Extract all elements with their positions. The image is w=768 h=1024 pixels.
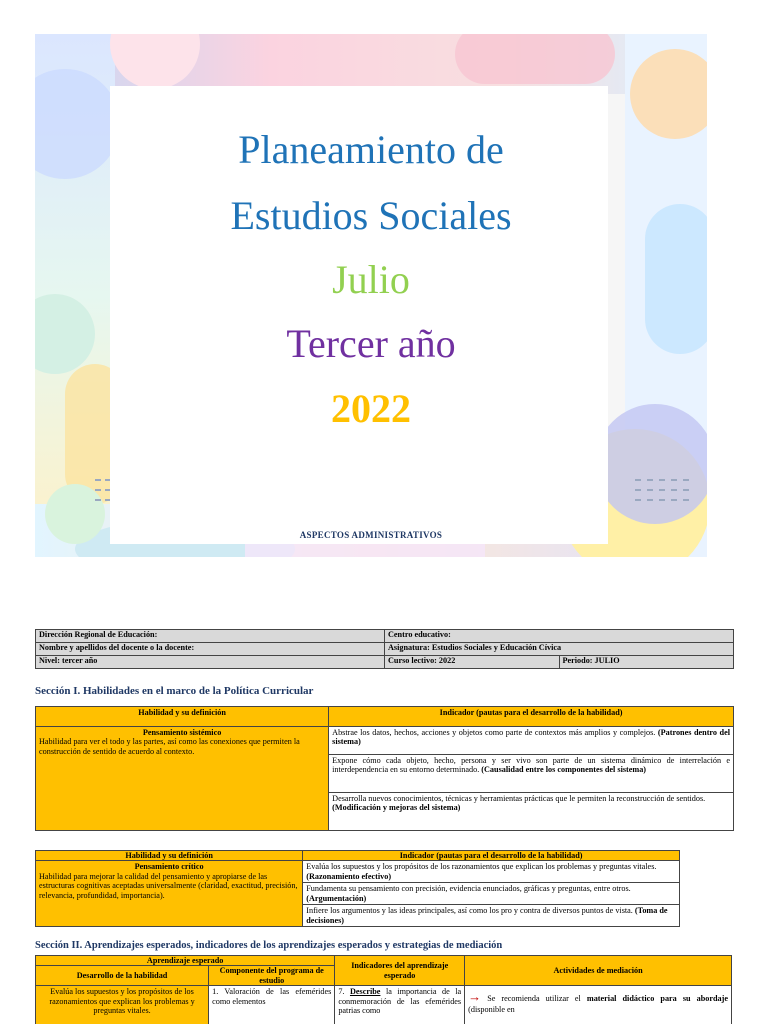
skills2-name: Pensamiento crítico xyxy=(134,862,204,872)
skills2-ind1-text: Evalúa los supuestos y los propósitos de los razonamientos que explican los problemas y preguntas vitales. xyxy=(306,862,657,872)
learning-componente-cell: 1. Valoración de las efemérides como elementos xyxy=(209,986,335,1024)
skills1-ind3-text: Desarrolla nuevos conocimientos, técnicas y herramientas prácticas que le permiten la reconstrucción de sentidos. xyxy=(332,794,706,803)
skills2-definition xyxy=(36,861,303,927)
learning-indicator-text: la importancia de la conmemoración de las efemérides patrias como xyxy=(338,987,462,1016)
skills1-indicator-2 xyxy=(329,755,734,793)
learning-activity-cell xyxy=(465,986,732,1024)
learning-activity-material: material didáctico para su abordaje xyxy=(586,994,729,1004)
learning-indicator-verb: Describe xyxy=(349,987,381,997)
learning-activity-post: (disponible en xyxy=(468,1005,515,1015)
learning-desarrollo-header: Desarrollo de la habilidad xyxy=(36,966,209,986)
admin-centro: Centro educativo: xyxy=(385,630,734,643)
learning-indicator-cell xyxy=(335,986,465,1024)
skills1-col2-header: Indicador (pautas para el desarrollo de la habilidad) xyxy=(329,707,734,727)
admin-asignatura: Asignatura: Estudios Sociales y Educación Cívica xyxy=(385,643,734,656)
section2-title: Sección II. Aprendizajes esperados, indicadores de los aprendizajes esperados y estrategias de mediación xyxy=(35,940,503,951)
cover-title-line1: Planeamiento de xyxy=(238,127,504,172)
learning-activities-header: Actividades de mediación xyxy=(465,956,732,986)
admin-periodo: Periodo: JULIO xyxy=(559,656,734,669)
cover-month: Julio xyxy=(332,257,410,302)
learning-indicators-header: Indicadores del aprendizaje esperado xyxy=(335,956,465,986)
skills1-ind1-text: Abstrae los datos, hechos, acciones y objetos como parte de contextos más amplios y complejos. xyxy=(332,728,656,737)
learning-table xyxy=(35,955,732,1024)
skills2-col1-header: Habilidad y su definición xyxy=(36,851,303,861)
admin-nivel: Nivel: tercer año xyxy=(36,656,385,669)
skills2-ind2-tag: (Argumentación) xyxy=(306,893,367,903)
cover-grade: Tercer año xyxy=(286,321,456,366)
skills2-indicator-2 xyxy=(303,883,680,905)
skills1-ind2-text: Expone cómo cada objeto, hecho, persona y ser vivo son parte de un sistema dinámico de interrelación e interdependencia en su entorno determinado. xyxy=(332,756,730,775)
cover-title-line2: Estudios Sociales xyxy=(230,193,512,238)
admin-direccion: Dirección Regional de Educación: xyxy=(36,630,385,643)
skills1-def-text: Habilidad para ver el todo y las partes, así como las conexiones que permiten la construcción de sentido de acuerdo al contexto. xyxy=(39,737,300,756)
cover-year: 2022 xyxy=(331,386,411,431)
learning-componente-header: Componente del programa de estudio xyxy=(209,966,335,986)
learning-desarrollo-cell: Evalúa los supuestos y los propósitos de los razonamientos que explican los problemas y preguntas vitales. xyxy=(36,986,209,1024)
skills1-col1-header: Habilidad y su definición xyxy=(36,707,329,727)
admin-table xyxy=(35,629,734,669)
skills2-ind3-text: Infiere los argumentos y las ideas principales, así como los pro y contra de diversos puntos de vista. xyxy=(306,906,633,916)
cover-page xyxy=(35,34,707,557)
learning-indicator-number: 7. xyxy=(338,987,345,997)
skills1-ind2-tag: (Causalidad entre los componentes del sistema) xyxy=(481,765,647,775)
admin-curso: Curso lectivo: 2022 xyxy=(385,656,560,669)
skills2-col2-header: Indicador (pautas para el desarrollo de la habilidad) xyxy=(303,851,680,861)
skills2-ind1-tag: (Razonamiento efectivo) xyxy=(306,871,392,881)
admin-heading: ASPECTOS ADMINISTRATIVOS xyxy=(299,530,443,540)
skills2-indicator-3 xyxy=(303,905,680,927)
skills-table-2 xyxy=(35,850,680,927)
skills2-ind3-tag: (Toma de decisiones) xyxy=(306,906,668,925)
skills1-ind3-tag: (Modificación y mejoras del sistema) xyxy=(332,803,461,813)
skills1-indicator-3 xyxy=(329,793,734,831)
skills1-indicator-1 xyxy=(329,727,734,755)
skills2-ind2-text: Fundamenta su pensamiento con precisión, evidencia enunciados, gráficas y preguntas, entre otros. xyxy=(306,884,631,894)
skills1-name: Pensamiento sistémico xyxy=(142,728,222,737)
skills1-definition xyxy=(36,727,329,831)
arrow-right-icon: → xyxy=(468,989,482,1005)
learning-activity-text: Se recomienda utilizar el xyxy=(487,994,581,1004)
skills1-ind1-tag: (Patrones dentro del sistema) xyxy=(332,728,730,747)
section1-title: Sección I. Habilidades en el marco de la Política Curricular xyxy=(35,685,314,697)
skills2-def-text: Habilidad para mejorar la calidad del pensamiento y apropiarse de las estructuras cognitivas aceptadas universalmente (claridad, exactitud, precisión, relevancia, profundidad, importancia). xyxy=(39,871,298,900)
skills-table-1 xyxy=(35,706,734,831)
learning-group-header: Aprendizaje esperado xyxy=(36,956,335,966)
skills2-indicator-1 xyxy=(303,861,680,883)
admin-nombre: Nombre y apellidos del docente o la docente: xyxy=(36,643,385,656)
